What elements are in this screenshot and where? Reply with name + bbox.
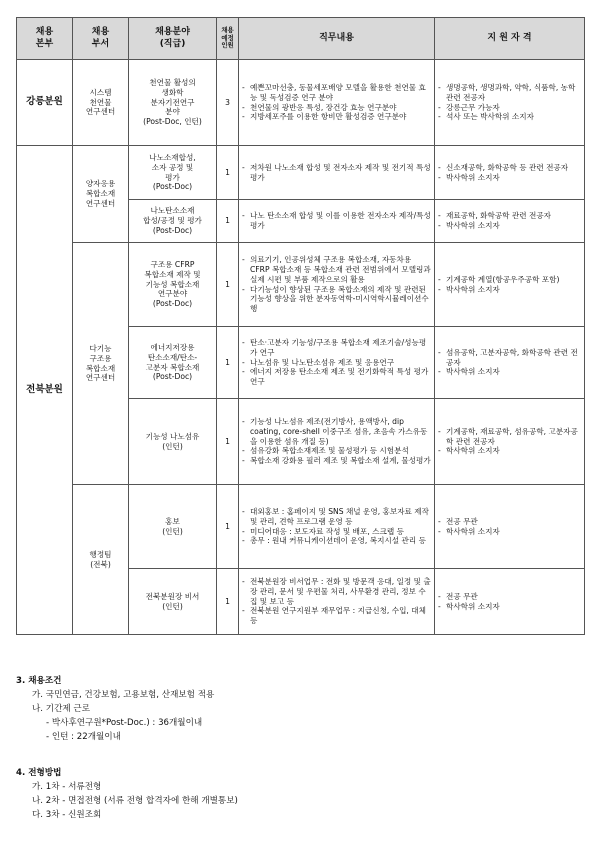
bullet-dash: - xyxy=(438,284,441,294)
bullet-item xyxy=(242,211,431,230)
bullet-dash: - xyxy=(242,417,245,427)
bullet-dash: - xyxy=(438,526,441,536)
field-cell: 나노탄소소재 합성/공정 및 평가 (Post-Doc) xyxy=(129,200,217,243)
process-heading: 4. 전형방법 xyxy=(16,768,62,778)
bullet-text: 재료공학, 화학공학 관련 전공자 xyxy=(446,211,552,221)
bullet-item xyxy=(438,275,581,285)
field-cell: 전북분원장 비서 (인턴) xyxy=(129,569,217,635)
bullet-item xyxy=(438,285,581,295)
bullet-dash: - xyxy=(438,446,441,456)
bullet-text: 박사학위 소지자 xyxy=(446,284,500,294)
bullet-text: 복합소재 강화용 필러 제조 및 복합소재 설계, 물성평가 xyxy=(250,456,431,466)
field-cell: 천연물 활성의 생화학 분자기전연구 분야 (Post-Doc, 인턴) xyxy=(129,60,217,146)
bullet-dash: - xyxy=(242,83,245,93)
bullet-text: 박사학위 소지자 xyxy=(446,221,500,230)
dept-cell: 행정팀 (전북) xyxy=(73,485,129,635)
bullet-dash: - xyxy=(438,601,441,611)
header-dept: 채용 부서 xyxy=(73,18,129,60)
bullet-text: 나노섬유 및 나노탄소섬유 제조 및 응용연구 xyxy=(250,357,395,367)
selection-process-section xyxy=(16,766,238,822)
bullet-text: 미디어대응 : 보도자료 작성 및 배포, 스크랩 등 xyxy=(250,526,404,536)
qualifications-cell xyxy=(435,327,585,399)
bullet-item xyxy=(438,348,581,367)
bullet-item xyxy=(242,338,431,357)
bullet-text: 예쁜꼬마선충, 동물세포배양 모델을 활용한 천연물 효능 및 독성검증 연구 분야 xyxy=(250,83,426,102)
bullet-item xyxy=(242,527,431,537)
bullet-dash: - xyxy=(438,274,441,284)
bullet-text: 전북분원 연구지원부 재무업무 : 지급신청, 수입, 대체 등 xyxy=(250,606,426,626)
duties-cell xyxy=(239,60,435,146)
branch-cell: 강릉분원 xyxy=(17,60,73,146)
conditions-heading: 3. 채용조건 xyxy=(16,676,62,686)
duties-cell xyxy=(239,146,435,200)
bullet-dash: - xyxy=(438,347,441,357)
count-cell: 1 xyxy=(217,200,239,243)
field-cell: 기능성 나노섬유 (인턴) xyxy=(129,399,217,485)
bullet-text: 지방세포주를 이용한 항비만 활성검증 연구분야 xyxy=(250,112,407,122)
bullet-text: 기계공학, 재료공학, 섬유공학, 고분자공학 관련 전공자 xyxy=(446,426,578,446)
bullet-dash: - xyxy=(438,516,441,526)
conditions-postdoc-period: - 박사후연구원*Post-Doc.) : 36개월이내 xyxy=(46,718,203,728)
qualifications-cell xyxy=(435,146,585,200)
bullet-text: 박사학위 소지자 xyxy=(446,367,500,377)
conditions-item-fixed-term: 나. 기간제 근로 xyxy=(32,704,91,714)
bullet-text: 생명공학, 생명과학, 약학, 식품학, 농학관련 전공자 xyxy=(446,83,576,102)
duties-cell xyxy=(239,485,435,569)
bullet-text: 대외홍보 : 홈페이지 및 SNS 채널 운영, 홍보자료 제작 및 관리, 견학 프로그램 운영 등 xyxy=(250,507,429,526)
bullet-text: 전공 무관 xyxy=(446,516,478,526)
bullet-text: 나노 탄소소재 합성 및 이를 이용한 전자소자 제작/특성 평가 xyxy=(250,211,431,230)
bullet-text: 학사학위 소지자 xyxy=(446,601,500,611)
bullet-text: 의료기기, 인공위성체 구조용 복합소재, 자동차용 CFRP 복합소재 등 복합소재 관련 전범위에서 모델링과 실제 시편 및 부품 제작으로의 활용 xyxy=(250,255,431,284)
bullet-dash: - xyxy=(438,102,441,112)
bullet-dash: - xyxy=(242,338,245,348)
bullet-dash: - xyxy=(242,577,245,587)
bullet-item xyxy=(438,221,581,231)
bullet-item xyxy=(438,211,581,221)
branch-cell: 전북분원 xyxy=(17,146,73,635)
duties-cell xyxy=(239,200,435,243)
process-step-1: 가. 1차 - 서류전형 xyxy=(32,782,102,792)
bullet-item xyxy=(242,417,431,446)
bullet-item xyxy=(438,103,581,113)
bullet-item xyxy=(242,83,431,102)
field-cell: 에너지저장용 탄소소재/탄소- 고분자 복합소재 (Post-Doc) xyxy=(129,327,217,399)
bullet-dash: - xyxy=(242,102,245,112)
bullet-item xyxy=(438,527,581,537)
bullet-text: 학사학위 소지자 xyxy=(446,526,500,536)
count-cell: 1 xyxy=(217,399,239,485)
bullet-text: 학사학위 소지자 xyxy=(446,446,500,456)
bullet-dash: - xyxy=(242,255,245,265)
bullet-dash: - xyxy=(438,591,441,601)
table-row xyxy=(17,243,585,327)
field-cell: 나노소재합성, 소자 공정 및 평가 (Post-Doc) xyxy=(129,146,217,200)
bullet-dash: - xyxy=(438,162,441,172)
header-field: 채용분야 (직급) xyxy=(129,18,217,60)
bullet-text: 박사학위 소지자 xyxy=(446,172,500,182)
qualifications-cell xyxy=(435,200,585,243)
bullet-item xyxy=(242,606,431,625)
table-row xyxy=(17,485,585,569)
bullet-item xyxy=(438,112,581,122)
bullet-text: 섬유공학, 고분자공학, 화학공학 관련 전공자 xyxy=(446,347,578,367)
process-step-3: 다. 3차 - 신원조회 xyxy=(32,810,102,820)
count-cell: 1 xyxy=(217,146,239,200)
bullet-text: 기능성 나노섬유 제조(전기방사, 용액방사, dip coating, core-shell 이중구조 섬유, 초음속 가스유동을 이용한 섬유 개질 등) xyxy=(250,417,428,446)
bullet-dash: - xyxy=(438,426,441,436)
bullet-dash: - xyxy=(242,112,245,122)
table-row xyxy=(17,146,585,200)
bullet-item xyxy=(242,446,431,456)
process-step-2: 나. 2차 - 면접전형 (서류 전형 합격자에 한해 개별통보) xyxy=(32,796,238,806)
bullet-dash: - xyxy=(242,162,245,172)
bullet-item xyxy=(242,103,431,113)
bullet-item xyxy=(438,83,581,102)
bullet-item xyxy=(242,536,431,546)
bullet-dash: - xyxy=(242,606,245,616)
conditions-intern-period: - 인턴 : 22개월이내 xyxy=(46,732,121,742)
bullet-text: 전공 무관 xyxy=(446,591,478,601)
bullet-dash: - xyxy=(242,526,245,536)
bullet-item xyxy=(438,427,581,446)
bullet-dash: - xyxy=(242,507,245,517)
bullet-dash: - xyxy=(438,172,441,182)
bullet-dash: - xyxy=(438,211,441,221)
bullet-dash: - xyxy=(438,83,441,93)
bullet-item xyxy=(438,592,581,602)
duties-cell xyxy=(239,327,435,399)
bullet-item xyxy=(242,358,431,368)
duties-cell xyxy=(239,243,435,327)
bullet-dash: - xyxy=(242,456,245,466)
bullet-dash: - xyxy=(438,112,441,122)
count-cell: 1 xyxy=(217,569,239,635)
dept-cell: 양자응용 복합소재 연구센터 xyxy=(73,146,129,243)
field-cell: 구조용 CFRP 복합소재 제작 및 기능성 복합소재 연구분야 (Post-Doc) xyxy=(129,243,217,327)
bullet-dash: - xyxy=(242,357,245,367)
count-cell: 1 xyxy=(217,485,239,569)
bullet-dash: - xyxy=(242,536,245,546)
bullet-item xyxy=(242,367,431,386)
bullet-dash: - xyxy=(242,284,245,294)
bullet-dash: - xyxy=(438,221,441,230)
qualifications-cell xyxy=(435,60,585,146)
bullet-dash: - xyxy=(242,367,245,377)
bullet-text: 저차원 나노소재 합성 및 전자소자 제작 및 전기적 특성평가 xyxy=(250,162,431,182)
bullet-item xyxy=(242,285,431,314)
bullet-item xyxy=(242,456,431,466)
bullet-text: 다기능성이 향상된 구조용 복합소재의 제작 및 관련된 기능성 향상을 위한 분자동역학-미시역학시뮬레이션수행 xyxy=(250,284,429,313)
qualifications-cell xyxy=(435,399,585,485)
header-branch: 채용 본부 xyxy=(17,18,73,60)
bullet-item xyxy=(242,255,431,284)
bullet-item xyxy=(438,163,581,173)
bullet-dash: - xyxy=(438,367,441,377)
header-qualifications: 지 원 자 격 xyxy=(435,18,585,60)
count-cell: 1 xyxy=(217,327,239,399)
table-row xyxy=(17,60,585,146)
count-cell: 1 xyxy=(217,243,239,327)
bullet-dash: - xyxy=(242,446,245,456)
dept-cell: 시스템 천연물 연구센터 xyxy=(73,60,129,146)
duties-cell xyxy=(239,399,435,485)
bullet-item xyxy=(438,446,581,456)
field-cell: 홍보 (인턴) xyxy=(129,485,217,569)
employment-conditions-section xyxy=(16,674,214,744)
bullet-text: 신소재공학, 화학공학 등 관련 전공자 xyxy=(446,162,569,172)
bullet-text: 강릉근무 가능자 xyxy=(446,102,500,112)
bullet-text: 기계공학 계열(항공우주공학 포함) xyxy=(446,274,560,284)
bullet-text: 에너지 저장용 탄소소재 제조 및 전기화학적 특성 평가연구 xyxy=(250,367,429,387)
qualifications-cell xyxy=(435,243,585,327)
bullet-item xyxy=(242,577,431,606)
recruitment-table xyxy=(16,17,585,635)
bullet-text: 천연물의 광반응 특성, 장건강 효능 연구분야 xyxy=(250,102,397,112)
table-header-row xyxy=(17,18,585,60)
bullet-text: 석사 또는 박사학위 소지자 xyxy=(446,112,534,122)
qualifications-cell xyxy=(435,569,585,635)
bullet-item xyxy=(242,112,431,122)
bullet-item xyxy=(438,602,581,612)
bullet-text: 전북분원장 비서업무 : 전화 및 방문객 응대, 일정 및 출장 관리, 문서 및 우편물 처리, 사무환경 관리, 정보 수집 및 보고 등 xyxy=(250,577,431,606)
bullet-text: 총무 : 원내 커뮤니케이션데이 운영, 복지시설 관리 등 xyxy=(250,536,426,546)
bullet-item xyxy=(438,517,581,527)
bullet-item xyxy=(242,507,431,526)
bullet-text: 탄소·고분자 기능성/구조용 복합소재 제조기술/성능평가 연구 xyxy=(250,338,427,357)
bullet-dash: - xyxy=(242,211,245,221)
header-duties: 직무내용 xyxy=(239,18,435,60)
dept-cell: 다기능 구조용 복합소재 연구센터 xyxy=(73,243,129,485)
bullet-text: 섬유강화 복합소재제조 및 물성평가 등 시험분석 xyxy=(250,446,409,456)
count-cell: 3 xyxy=(217,60,239,146)
duties-cell xyxy=(239,569,435,635)
bullet-item xyxy=(242,163,431,182)
conditions-item-insurance: 가. 국민연금, 건강보험, 고용보험, 산재보험 적용 xyxy=(32,690,215,700)
bullet-item xyxy=(438,367,581,377)
header-count: 채용 예정 인원 xyxy=(217,18,239,60)
qualifications-cell xyxy=(435,485,585,569)
bullet-item xyxy=(438,173,581,183)
